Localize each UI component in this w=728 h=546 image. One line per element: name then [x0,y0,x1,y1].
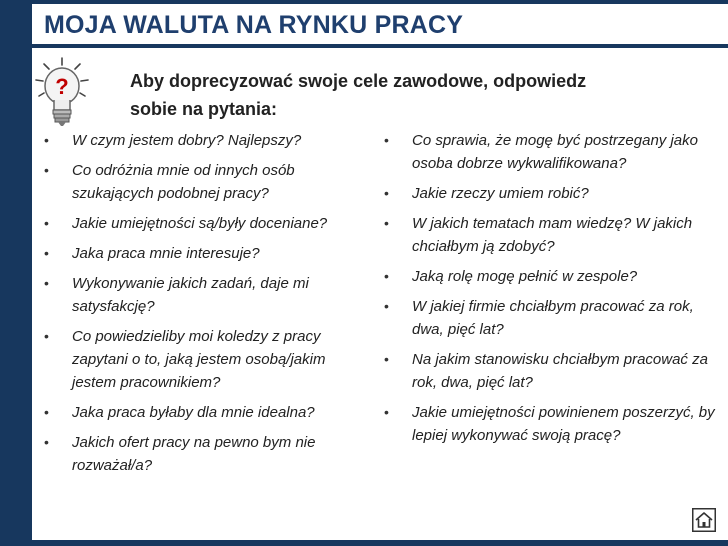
bullet-icon: • [384,298,389,314]
bullet-icon: • [44,404,49,420]
list-item-text: Co sprawia, że mogę być postrzegany jako osoba dobrze wykwalifikowana? [412,132,698,172]
lightbulb-question-icon [32,54,104,132]
bullet-icon: • [384,404,389,420]
list-item-text: Wykonywanie jakich zadań, daje mi satysfakcję? [72,275,309,315]
bullet-icon: • [44,434,49,450]
list-item [42,325,372,394]
list-item-text: W jakich tematach mam wiedzę? W jakich chciałbym ją zdobyć? [412,215,693,255]
bullet-icon: • [384,132,389,148]
title-divider [32,44,728,48]
bullet-icon: • [44,245,49,261]
list-item-text: Jaką rolę mogę pełnić w zespole? [412,268,638,285]
list-item-text: W czym jestem dobry? Najlepszy? [72,132,302,149]
bulb-question-mark: ? [55,74,69,99]
list-item [42,242,372,265]
list-item [42,212,372,235]
list-item-text: Jakie umiejętności są/były doceniane? [72,215,328,232]
slide [32,4,728,540]
bullet-icon: • [384,268,389,284]
bullet-icon: • [44,328,49,344]
bullet-icon: • [44,162,49,178]
list-item [382,348,727,394]
list-item-text: Jakie rzeczy umiem robić? [412,185,589,202]
list-item-text: Jakie umiejętności powinienem poszerzyć, by lepiej wykonywać swoją pracę? [412,404,715,444]
list-item-text: Co powiedzieliby moi koledzy z pracy zapytani o to, jaką jestem osobą/jakim jestem pracownikiem? [72,328,326,391]
left-question-list [42,129,372,484]
intro-line-2: sobie na pytania: [130,99,278,119]
list-item [382,182,727,205]
list-item [42,272,372,318]
list-item [382,129,727,175]
list-item [382,265,727,288]
list-item-text: W jakiej firmie chciałbym pracować za rok, dwa, pięć lat? [412,298,694,338]
bullet-icon: • [44,215,49,231]
list-item [382,212,727,258]
list-item [42,159,372,205]
list-item-text: Na jakim stanowisku chciałbym pracować za rok, dwa, pięć lat? [412,351,708,391]
intro-line-1: Aby doprecyzować swoje cele zawodowe, odpowiedz [130,71,587,91]
list-item-text: Co odróżnia mnie od innych osób szukających podobnej pracy? [72,162,295,202]
bullet-icon: • [384,215,389,231]
list-item [382,401,727,447]
bullet-icon: • [44,132,49,148]
list-item-text: Jaka praca byłaby dla mnie idealna? [72,404,315,421]
list-item [42,431,372,477]
bullet-icon: • [44,275,49,291]
home-icon[interactable] [692,508,716,532]
list-item [42,401,372,424]
list-item-text: Jakich ofert pracy na pewno bym nie rozważał/a? [72,434,316,474]
intro-text [130,67,690,123]
list-item [382,295,727,341]
bullet-icon: • [384,351,389,367]
right-question-list [382,129,727,454]
slide-title: MOJA WALUTA NA RYNKU PRACY [44,11,464,39]
bullet-icon: • [384,185,389,201]
list-item-text: Jaka praca mnie interesuje? [72,245,260,262]
list-item [42,129,372,152]
